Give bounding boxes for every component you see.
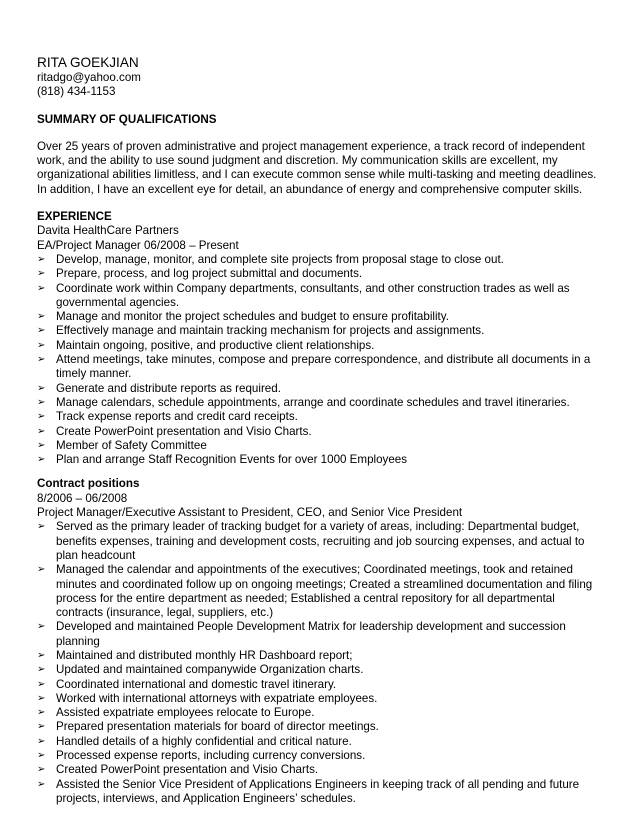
bullet-text: Plan and arrange Staff Recognition Events for over 1000 Employees — [56, 453, 408, 467]
arrow-bullet-icon: ➢ — [37, 692, 46, 704]
arrow-bullet-icon: ➢ — [37, 311, 46, 323]
arrow-bullet-icon: ➢ — [37, 707, 46, 719]
bullet-text: Member of Safety Committee — [56, 438, 207, 452]
bullet-text: Attend meetings, take minutes, compose and prepare correspondence, and distribute all documents in a timely manner. — [56, 353, 591, 381]
arrow-bullet-icon: ➢ — [37, 764, 46, 776]
contract-position: Project Manager/Executive Assistant to President, CEO, and Senior Vice President — [37, 506, 463, 520]
bullet-text: Prepared presentation materials for board of director meetings. — [56, 720, 379, 734]
bullet-item — [37, 520, 597, 563]
bullet-text: Effectively manage and maintain tracking mechanism for projects and assignments. — [56, 324, 485, 338]
bullet-text: Created PowerPoint presentation and Visio Charts. — [56, 763, 319, 777]
bullet-item — [37, 763, 597, 777]
arrow-bullet-icon: ➢ — [37, 382, 46, 394]
arrow-bullet-icon: ➢ — [37, 268, 46, 280]
bullet-text: Worked with international attorneys with expatriate employees. — [56, 691, 378, 705]
arrow-bullet-icon: ➢ — [37, 649, 46, 661]
arrow-bullet-icon: ➢ — [37, 396, 46, 408]
bullet-item — [37, 678, 597, 692]
bullet-text: Create PowerPoint presentation and Visio Charts. — [56, 424, 312, 438]
bullet-item — [37, 353, 597, 382]
bullet-item — [37, 439, 597, 453]
arrow-bullet-icon: ➢ — [37, 339, 46, 351]
bullet-text: Track expense reports and credit card receipts. — [56, 410, 298, 424]
arrow-bullet-icon: ➢ — [37, 411, 46, 423]
bullet-item — [37, 453, 597, 467]
arrow-bullet-icon: ➢ — [37, 721, 46, 733]
bullet-text: Prepare, process, and log project submittal and documents. — [56, 267, 363, 281]
bullet-item — [37, 396, 597, 410]
job-title: EA/Project Manager 06/2008 – Present — [37, 238, 239, 252]
arrow-bullet-icon: ➢ — [37, 439, 46, 451]
experience-heading: EXPERIENCE — [37, 210, 112, 224]
arrow-bullet-icon: ➢ — [37, 564, 46, 576]
email-address: ritadgo@yahoo.com — [37, 71, 141, 84]
bullet-text: Assisted the Senior Vice President of Applications Engineers in keeping track of all pending and future projects, interviews, and Application Engineers’ schedules. — [56, 777, 580, 805]
bullet-item — [37, 339, 597, 353]
arrow-bullet-icon: ➢ — [37, 778, 46, 790]
bullet-item — [37, 720, 597, 734]
arrow-bullet-icon: ➢ — [37, 750, 46, 762]
bullet-item — [37, 282, 597, 311]
bullet-item — [37, 620, 597, 649]
experience-bullet-list — [37, 253, 597, 467]
bullet-item — [37, 310, 597, 324]
bullet-text: Served as the primary leader of tracking budget for a variety of areas, including: Departmental budget, benefits expenses, training and development costs, recruiting and job sourcing expenses, and actual to plan headcount — [56, 520, 585, 562]
bullet-item — [37, 410, 597, 424]
contract-heading: Contract positions — [37, 477, 140, 491]
bullet-text: Manage calendars, schedule appointments, arrange and coordinate schedules and travel itineraries. — [56, 395, 570, 409]
resume-page — [37, 55, 597, 806]
candidate-name: RITA GOEKJIAN — [37, 55, 139, 70]
bullet-text: Maintained and distributed monthly HR Dashboard report; — [56, 648, 353, 662]
bullet-text: Coordinated international and domestic travel itinerary. — [56, 677, 337, 691]
bullet-item — [37, 778, 597, 807]
company-name: Davita HealthCare Partners — [37, 224, 179, 238]
arrow-bullet-icon: ➢ — [37, 664, 46, 676]
arrow-bullet-icon: ➢ — [37, 678, 46, 690]
contract-bullet-list — [37, 520, 597, 806]
bullet-text: Managed the calendar and appointments of the executives; Coordinated meetings, took and retained minutes and coordinated follow up on ongoing meetings; Created a streamlined documentation and filing process for the entire department as needed; Established a central repository for all departmental contracts (insurance, legal, suppliers, etc.) — [56, 563, 593, 620]
bullet-item — [37, 253, 597, 267]
bullet-text: Handled details of a highly confidential and critical nature. — [56, 734, 352, 748]
bullet-item — [37, 649, 597, 663]
bullet-item — [37, 382, 597, 396]
arrow-bullet-icon: ➢ — [37, 454, 46, 466]
bullet-item — [37, 692, 597, 706]
bullet-item — [37, 706, 597, 720]
arrow-bullet-icon: ➢ — [37, 425, 46, 437]
bullet-text: Updated and maintained companywide Organization charts. — [56, 663, 364, 677]
bullet-item — [37, 267, 597, 281]
bullet-text: Develop, manage, monitor, and complete site projects from proposal stage to close out. — [56, 252, 504, 266]
arrow-bullet-icon: ➢ — [37, 354, 46, 366]
bullet-item — [37, 749, 597, 763]
bullet-text: Manage and monitor the project schedules and budget to ensure profitability. — [56, 310, 449, 324]
arrow-bullet-icon: ➢ — [37, 521, 46, 533]
bullet-text: Maintain ongoing, positive, and productive client relationships. — [56, 338, 375, 352]
contract-dates: 8/2006 – 06/2008 — [37, 491, 128, 505]
arrow-bullet-icon: ➢ — [37, 621, 46, 633]
summary-heading: SUMMARY OF QUALIFICATIONS — [37, 112, 217, 126]
bullet-item — [37, 563, 597, 620]
arrow-bullet-icon: ➢ — [37, 282, 46, 294]
bullet-text: Coordinate work within Company departments, consultants, and other construction trades as well as governmental agencies. — [56, 281, 570, 309]
arrow-bullet-icon: ➢ — [37, 253, 46, 265]
arrow-bullet-icon: ➢ — [37, 325, 46, 337]
arrow-bullet-icon: ➢ — [37, 735, 46, 747]
bullet-item — [37, 425, 597, 439]
phone-number: (818) 434-1153 — [37, 85, 116, 99]
bullet-item — [37, 735, 597, 749]
bullet-item — [37, 324, 597, 338]
bullet-item — [37, 663, 597, 677]
bullet-text: Processed expense reports, including currency conversions. — [56, 749, 366, 763]
summary-paragraph: Over 25 years of proven administrative and project management experience, a track record of independent work, and the ability to use sound judgment and discretion. My communication skills are excellent, my organizational abilities limitless, and I can execute common sense while multi-tasking and meeting deadlines. In addition, I have an excellent eye for detail, an abundance of energy and comprehensive computer skills. — [37, 139, 597, 196]
bullet-text: Generate and distribute reports as required. — [56, 381, 281, 395]
bullet-text: Assisted expatriate employees relocate to Europe. — [56, 706, 315, 720]
bullet-text: Developed and maintained People Development Matrix for leadership development and succession planning — [56, 620, 566, 648]
